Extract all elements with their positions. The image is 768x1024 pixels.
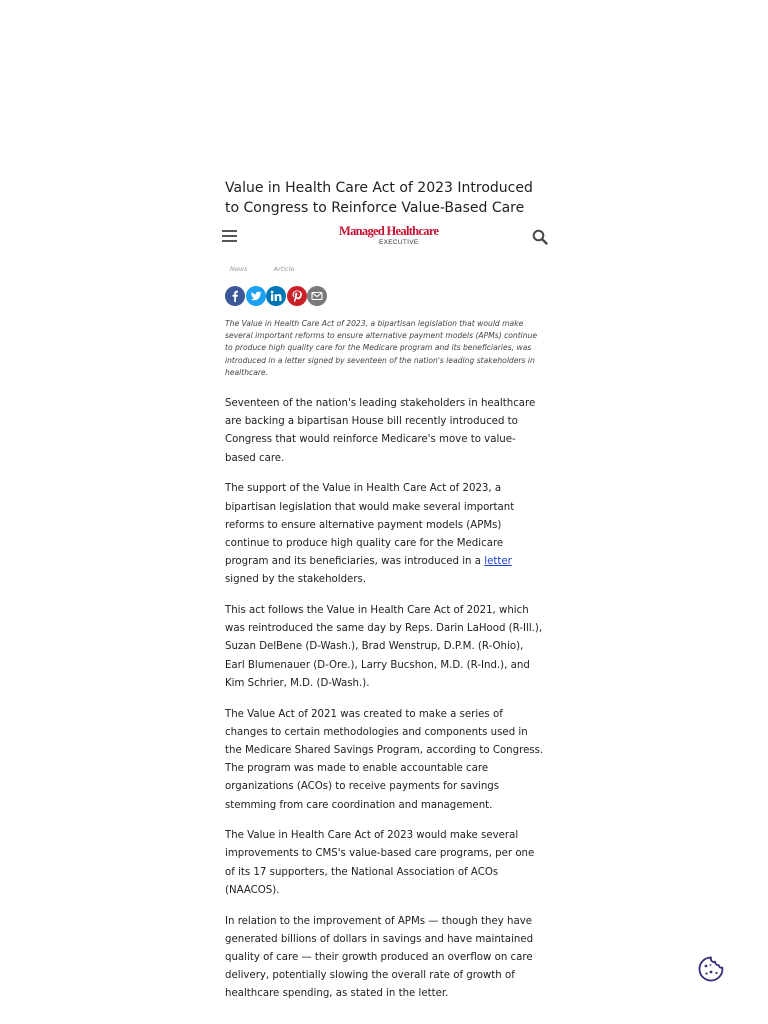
facebook-icon <box>229 290 241 302</box>
article-paragraph: This act follows the Value in Health Care Act of 2021, which was reintroduced the same day by Reps. Darin LaHood (R-Ill.), Suzan DelBene (D-Wash.), Brad Wenstrup, D.P.M. (R-Ohio), Earl Blumenauer (D-Ore.), Larry Bucshon, M.D. (R-Ind.), and Kim Schrier, M.D. (D-Wash.). <box>225 605 543 689</box>
hamburger-menu-icon-bar <box>222 240 237 242</box>
cookie-icon <box>697 955 725 983</box>
pinterest-icon <box>291 290 303 302</box>
facebook-share-button[interactable] <box>225 286 245 306</box>
article-paragraph: The Value in Health Care Act of 2023 would make several improvements to CMS's value-based care programs, per one of its 17 supporters, the National Association of ACOs (NAACOS). <box>225 830 535 896</box>
linkedin-share-button[interactable] <box>266 286 286 306</box>
image-caption: The Value in Health Care Act of 2023, a bipartisan legislation that would make several important reforms to ensure alternative payment models (APMs) continue to produce high quality care for the Medicare program and its beneficiaries, was introduced in a letter signed by seventeen of the nation's leading stakeholders in healthcare. <box>225 319 538 377</box>
article-paragraph <box>225 480 545 589</box>
search-icon <box>532 229 548 245</box>
page-title: Value in Health Care Act of 2023 Introduced to Congress to Reinforce Value-Based Care <box>225 180 533 216</box>
letter-link[interactable]: letter <box>484 556 512 568</box>
hamburger-menu-icon-bar <box>222 235 237 237</box>
logo-sub-text: EXECUTIVE <box>379 239 419 246</box>
site-header <box>222 222 548 252</box>
paragraph-text: The support of the Value in Health Care Act of 2023, a bipartisan legislation that would make several important reforms to ensure alternative payment models (APMs) continue to produce high quality care for the Medicare program and its beneficiaries, was introduced in a <box>225 483 515 568</box>
article-paragraph: The Value Act of 2021 was created to make a series of changes to certain methodologies and components used in the Medicare Shared Savings Program, according to Congress. The program was made to enable accountable care organizations (ACOs) to receive payments for savings stemming from care coordination and management. <box>225 708 544 811</box>
email-icon <box>311 290 323 302</box>
article-paragraph: In relation to the improvement of APMs — though they have generated billions of dollars in savings and have maintained quality of care — their growth produced an overflow on care delivery, potentially slowing the overall rate of growth of healthcare spending, as stated in the letter. <box>225 915 534 1000</box>
article-body <box>225 395 545 1016</box>
site-logo[interactable] <box>339 224 439 250</box>
twitter-icon <box>250 290 262 302</box>
hamburger-menu-icon <box>222 230 237 232</box>
linkedin-icon <box>270 290 282 302</box>
breadcrumb <box>230 265 319 273</box>
share-bar <box>225 286 328 306</box>
cookie-settings-button[interactable] <box>697 955 725 983</box>
search-button[interactable] <box>532 229 548 245</box>
article-paragraph: Seventeen of the nation's leading stakeholders in healthcare are backing a bipartisan House bill recently introduced to Congress that would reinforce Medicare's move to value-based care. <box>225 398 536 464</box>
twitter-share-button[interactable] <box>246 286 266 306</box>
logo-main-text: Managed Healthcare <box>339 224 439 238</box>
paragraph-text: signed by the stakeholders. <box>225 574 367 586</box>
email-share-button[interactable] <box>307 286 327 306</box>
breadcrumb-item-news[interactable]: News <box>230 265 248 273</box>
breadcrumb-item-article[interactable]: Article <box>273 265 295 273</box>
menu-button[interactable] <box>222 230 237 242</box>
pinterest-share-button[interactable] <box>287 286 307 306</box>
